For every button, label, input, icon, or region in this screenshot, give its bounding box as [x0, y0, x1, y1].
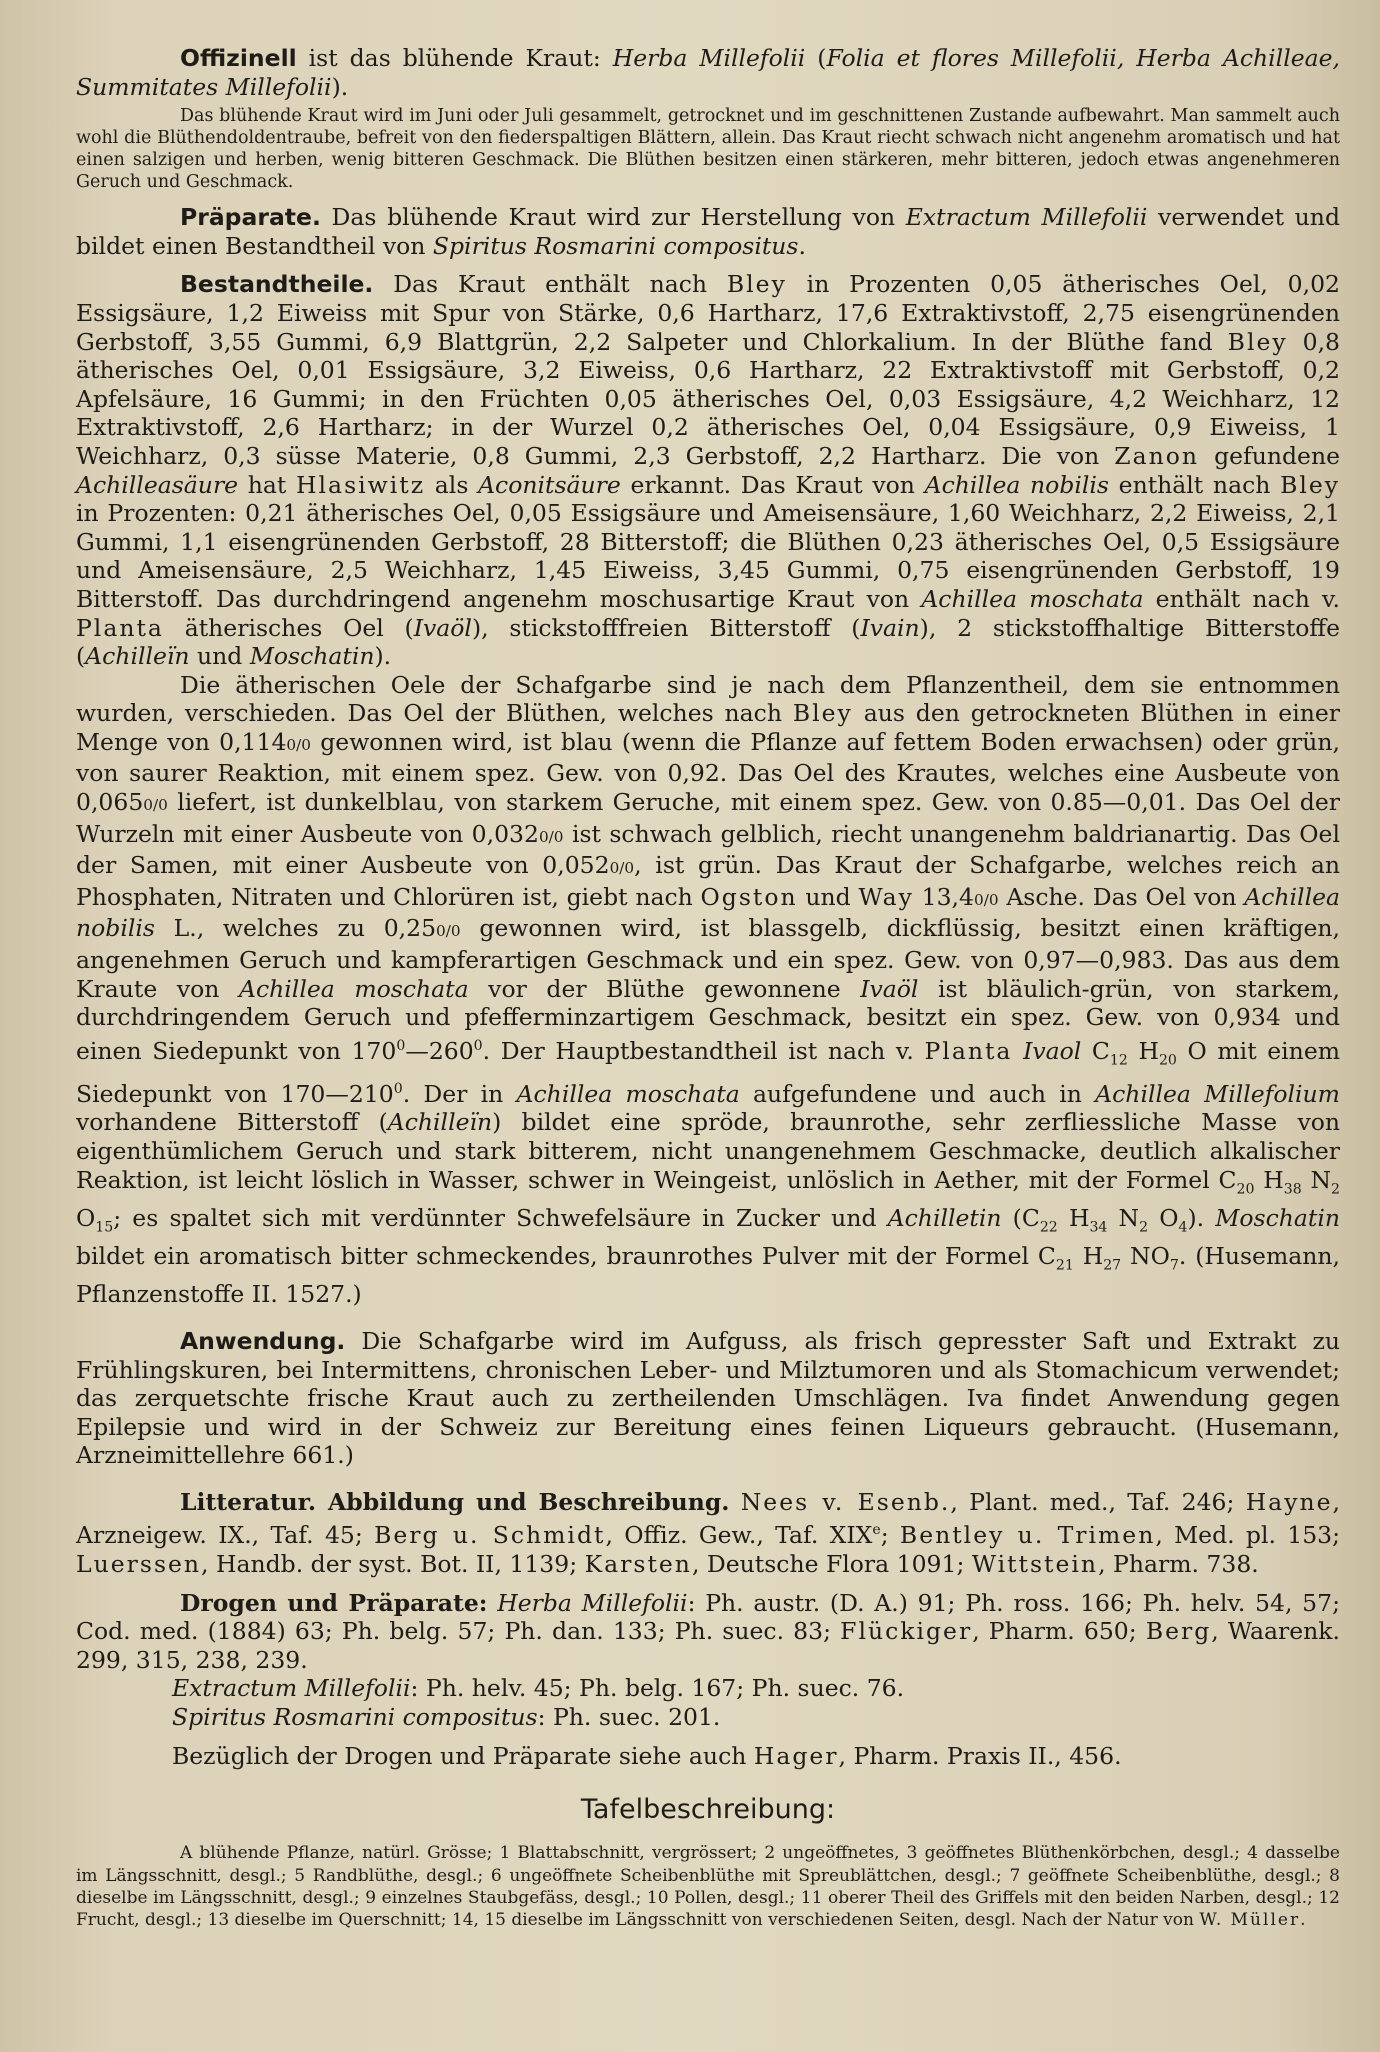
- text-run: enthält nach v.: [1143, 584, 1340, 613]
- spaced-name: Hlasiwitz: [296, 470, 426, 499]
- italic-term: Achillea nobilis: [924, 470, 1109, 499]
- text-run: [487, 1589, 497, 1617]
- offizinell-text: ist das blühende Kraut:: [296, 44, 613, 72]
- bestandtheile-paragraph: [76, 270, 1340, 670]
- text-run: A blühende Pflanze, natürl. Grösse; 1 Blattabschnitt, vergrössert; 2 ungeöffnetes, 3 geöffnetes Blüthenkörbchen, desgl.; 4 dasselbe im Längsschnitt, desgl.; 5 Randblüthe, desgl.; 6 ungeöffnete Scheibenblüthe mit Spreublättchen, desgl.; 7 geöffnete Scheibenblüthe, desgl.; 8 dieselbe im Längsschnitt, desgl.; 9 einzelnes Staubgefäss, desgl.; 10 Pollen, desgl.; 11 oberer Theil des Griffels mit den beiden Narben, desgl.; 12 Frucht, desgl.; 13 dieselbe im Querschnitt; 14, 15 dieselbe im Längsschnitt von verschiedenen Seiten, desgl. Nach der Natur von: [76, 1843, 1340, 1931]
- spaced-name: Way: [858, 882, 914, 911]
- text-run: . Der Hauptbestandtheil ist nach v.: [482, 1036, 925, 1065]
- text-run: in Prozenten 0,05 ätherisches Oel, 0,02 Essigsäure, 1,2 Eiweiss mit Spur von Stärke, 0,6 Hartharz, 17,6 Extraktivstoff, 2,75 eisengrünenden Gerbstoff, 3,55 Gummi, 6,9 Blattgrün, 2,2 Salpeter und Chlorkalium. In der Blüthe fand: [76, 270, 1340, 356]
- text-run: und: [797, 882, 859, 911]
- text-run: in Prozenten: 0,21 ätherisches Oel, 0,05 Essigsäure und Ameisensäure, 1,60 Weichharz, 2,2 Eiweiss, 2,1 Gummi, 1,1 eisengrünenden Gerbstoff, 28 Bitterstoff; die Blüthen 0,23 ätherisches Oel, 0,5 Essigsäure und Ameisensäure, 2,5 Weichharz, 1,45 Eiweiss, 3,45 Gummi, 0,75 eisengrünenden Gerbstoff, 19 Bitterstoff. Das durchdringend angenehm moschusartige Kraut von: [76, 499, 1340, 613]
- praeparate-heading: Präparate.: [180, 203, 321, 232]
- text-run: vor der Blüthe gewonnene: [468, 974, 861, 1003]
- text-run: . Der in: [402, 1079, 517, 1108]
- text-run: aufgefundene und auch in: [739, 1079, 1096, 1108]
- italic-term: Ivain: [860, 613, 920, 642]
- spaced-name: Bley: [792, 699, 853, 728]
- spaced-name: Planta: [924, 1036, 1013, 1065]
- text-run: ; es spaltet sich mit verdünnter Schwefelsäure in Zucker und: [113, 1203, 888, 1232]
- spaced-name: Berg u. Schmidt: [374, 1521, 606, 1550]
- italic-term: Achilletin: [887, 1203, 1002, 1232]
- degree-superscript: e: [872, 1522, 881, 1539]
- drogen-extract-refs: : Ph. helv. 45; Ph. belg. 167; Ph. suec. 76.: [410, 1674, 905, 1703]
- offizinell-text-2: (: [805, 44, 827, 72]
- praeparate-extract-name: Extractum Millefolii: [905, 203, 1148, 232]
- text-run: aus den getrockneten Blüthen in einer Menge von 0,114: [76, 699, 1340, 756]
- text-run: , Pharm. 650;: [972, 1617, 1146, 1646]
- text-run: ist schwach gelblich, riecht unangenehm baldrianartig. Das Oel der Samen, mit einer Ausbeute von 0,052: [76, 819, 1340, 880]
- formula-subscript: 15: [95, 1219, 114, 1236]
- text-run: Die ätherischen Oele der Schafgarbe sind je nach dem Pflanzentheil, dem sie entnommen wurden, verschieden. Das Oel der Blüthen, welches nach: [76, 670, 1340, 728]
- spaced-name: Karsten: [584, 1549, 692, 1578]
- text-run: ätherisches Oel (: [163, 613, 414, 642]
- text-run: NO: [1121, 1242, 1170, 1271]
- text-run: erkannt. Das Kraut von: [620, 470, 925, 499]
- text-run: 13,4: [913, 882, 974, 911]
- percent-sign: 0/0: [286, 735, 311, 754]
- text-run: [729, 1488, 740, 1516]
- percent-sign: 0/0: [973, 890, 999, 909]
- text-run: , ist grün. Das Kraut der Schafgarbe, welches reich an Phosphaten, Nitraten und Chlorüren ist, giebt nach: [76, 851, 1341, 911]
- anwendung-paragraph: [76, 1327, 1340, 1470]
- offizinell-synonyms: Folia et flores Millefolii, Herba Achilleae, Summitates Millefolii: [76, 44, 1341, 101]
- tafelbeschreibung-text: [76, 1842, 1340, 1932]
- text-run: , Deutsche Flora 1091;: [691, 1549, 972, 1578]
- text-run: , Offiz. Gew., Taf. XIX: [605, 1521, 873, 1550]
- hager-reference: [76, 1742, 1340, 1771]
- italic-term: Achilleïn: [85, 642, 190, 671]
- spaced-name: Nees v. Esenb.: [740, 1487, 951, 1516]
- italic-term: Achilleïn: [387, 1108, 493, 1137]
- offizinell-paragraph: [76, 44, 1340, 101]
- spaced-name: Bentley u. Trimen: [899, 1521, 1156, 1550]
- italic-term: Moschatin: [1215, 1203, 1340, 1232]
- degree-superscript: 0: [393, 1080, 403, 1097]
- text-run: [1012, 1037, 1023, 1065]
- text-run: , Pharm. 738.: [1098, 1549, 1259, 1578]
- formula-subscript: 22: [1039, 1219, 1058, 1236]
- spaced-name: Luerssen: [76, 1549, 202, 1578]
- spaced-name: Berg: [1145, 1617, 1212, 1646]
- percent-sign: 0/0: [143, 796, 168, 815]
- text-run: bildet ein aromatisch bitter schmeckendes, braunrothes Pulver mit der Formel C: [76, 1242, 1056, 1271]
- italic-term: Achilleasäure: [76, 470, 239, 499]
- italic-term: Moschatin: [249, 642, 375, 671]
- text-run: ist bläulich-grün, von starkem, durchdringendem Geruch und pfefferminzartigem Geschmack, besitzt ein spez. Gew. von 0,934 und einen Siedepunkt von 170: [76, 974, 1340, 1065]
- spaced-name: Zanon: [1114, 441, 1200, 470]
- spaced-name: Bley: [1280, 470, 1341, 499]
- offizinell-drug-name: Herba Millefolii: [612, 44, 806, 72]
- italic-term: Achillea nobilis: [76, 882, 1340, 943]
- formula-subscript: 38: [1283, 1181, 1302, 1198]
- formula-subscript: 2: [1139, 1219, 1149, 1236]
- formula-subscript: 34: [1089, 1219, 1108, 1236]
- text-run: C: [1081, 1036, 1110, 1065]
- degree-superscript: 0: [473, 1037, 483, 1054]
- text-run: als: [425, 470, 479, 499]
- percent-sign: 0/0: [609, 859, 635, 878]
- drogen-extract-name: Extractum Millefolii: [172, 1674, 411, 1703]
- text-run: , Pharm. Praxis II., 456.: [838, 1741, 1122, 1770]
- text-run: H: [1254, 1165, 1284, 1194]
- formula-subscript: 12: [1109, 1052, 1128, 1069]
- praeparate-paragraph: [76, 203, 1340, 260]
- text-run: H: [1127, 1036, 1159, 1065]
- text-run: , Plant. med., Taf. 246;: [950, 1487, 1246, 1516]
- text-run: , Arzneigew. IX., Taf. 45;: [76, 1487, 1340, 1550]
- italic-term: Ivaöl: [413, 613, 472, 642]
- text-run: gewonnen wird, ist blau (wenn die Pflanze auf fettem Boden erwachsen) oder grün, von saurer Reaktion, mit einem spez. Gew. von 0,92. Das Oel des Krautes, welches eine Ausbeute von 0,065: [76, 727, 1340, 817]
- praeparate-text: Das blühende Kraut wird zur Herstellung von: [320, 203, 906, 232]
- anwendung-heading: Anwendung.: [180, 1326, 346, 1355]
- text-run: ) bildet eine spröde, braunrothe, sehr zerfliessliche Masse von eigenthümlichem Geruch und stark bitterem, nicht unangenehmem Geschmacke, deutlich alkalischer Reaktion, ist leicht löslich in Wasser, schwer in Weingeist, unlöslich in Aether, mit der Formel C: [76, 1108, 1340, 1194]
- text-run: N: [1107, 1203, 1140, 1232]
- text-run: L., welches zu 0,25: [154, 914, 437, 943]
- degree-superscript: 0: [396, 1037, 406, 1054]
- drogen-spiritus-line: [76, 1703, 1340, 1732]
- spaced-name: Planta: [76, 613, 164, 642]
- percent-sign: 0/0: [436, 922, 461, 941]
- text-run: gefundene: [1199, 441, 1340, 470]
- text-run: ).: [1187, 1203, 1216, 1232]
- text-run: O: [1148, 1203, 1179, 1232]
- formula-subscript: 2: [1331, 1181, 1340, 1198]
- spaced-name: Bley: [1227, 327, 1288, 356]
- text-run: .: [1300, 1910, 1306, 1931]
- text-run: O: [76, 1203, 96, 1232]
- bestandtheile-text: [76, 270, 1340, 670]
- percent-sign: 0/0: [538, 827, 564, 846]
- spaced-name: Hager: [753, 1741, 839, 1770]
- text-run: Asche. Das Oel von: [998, 882, 1245, 911]
- drogen-heading: Drogen und Präparate:: [180, 1588, 488, 1617]
- praeparate-spiritus-name: Spiritus Rosmarini compositus: [432, 231, 799, 260]
- text-run: H: [1057, 1203, 1090, 1232]
- text-run: 0,8 ätherisches Oel, 0,01 Essigsäure, 3,2 Eiweiss, 0,6 Hartharz, 22 Extraktivstoff mit Gerbstoff, 0,2 Apfelsäure, 16 Gummi; in den Früchten 0,05 ätherisches Oel, 0,03 Essigsäure, 4,2 Weichharz, 12 Extraktivstoff, 2,6 Hartharz; in der Wurzel 0,2 ätherisches Oel, 0,04 Essigsäure, 0,9 Eiweiss, 1 Weichharz, 0,3 süsse Materie, 0,8 Gummi, 2,3 Gerbstoff, 2,2 Hartharz. Die von: [76, 327, 1341, 470]
- text-run: Das Kraut enthält nach: [373, 270, 727, 299]
- italic-term: Achillea moschata: [516, 1079, 740, 1108]
- formula-subscript: 4: [1178, 1219, 1188, 1236]
- formula-subscript: 27: [1103, 1257, 1122, 1274]
- text-run: (C: [1001, 1203, 1040, 1232]
- aetherische-oele-paragraph: [76, 671, 1340, 1309]
- litteratur-heading: Litteratur. Abbildung und Beschreibung.: [180, 1487, 730, 1516]
- text-run: , Handb. der syst. Bot. II, 1139;: [201, 1549, 585, 1578]
- text-run: ), stickstofffreien Bitterstoff (: [471, 613, 861, 642]
- text-run: : Ph. austr. (D. A.) 91; Ph. ross. 166; Ph. helv. 54, 57; Cod. med. (1884) 63; Ph. belg. 57; Ph. dan. 133; Ph. suec. 83;: [76, 1588, 1340, 1646]
- text-run: , Waarenk. 299, 315, 238, 239.: [76, 1617, 1341, 1674]
- praeparate-text-2: verwendet und bildet einen Bestandtheil von: [76, 203, 1340, 260]
- italic-term: Herba Millefolii: [497, 1588, 688, 1617]
- text-run: gewonnen wird, ist blassgelb, dickflüssig, besitzt einen kräftigen, angenehmen Geruch und kampferartigen Geschmack und ein spez. Gew. von 0,97—0,983. Das aus dem Kraute von: [76, 914, 1340, 1003]
- litteratur-paragraph: [76, 1488, 1340, 1579]
- drogen-paragraph: [76, 1589, 1340, 1675]
- formula-subscript: 20: [1158, 1052, 1177, 1069]
- italic-term: Aconitsäure: [478, 470, 621, 499]
- formula-subscript: 20: [1236, 1181, 1255, 1198]
- spaced-name: Hayne: [1245, 1487, 1333, 1516]
- spaced-name: Wittstein: [971, 1549, 1099, 1578]
- tafelbeschreibung-heading: Tafelbeschreibung:: [580, 1794, 836, 1826]
- drogen-spiritus-refs: : Ph. suec. 201.: [537, 1702, 721, 1731]
- drogen-extract-line: [76, 1674, 1340, 1703]
- text-run: ;: [880, 1521, 900, 1550]
- offizinell-note: Das blühende Kraut wird im Juni oder Juli gesammelt, getrocknet und im geschnittenen Zustande aufbewahrt. Man sammelt auch wohl die Blüthendoldentraube, befreit von den fiederspaltigen Blättern, allein. Das Kraut riecht schwach nicht angenehm aromatisch und hat einen salzigen und herben, wenig bitteren Geschmack. Die Blüthen besitzen einen stärkeren, mehr bitteren, jedoch etwas angenehmeren Geruch und Geschmack.: [76, 106, 1340, 193]
- text-run: ).: [374, 642, 392, 671]
- text-run: H: [1073, 1242, 1104, 1271]
- italic-term: Ivaöl: [860, 974, 919, 1003]
- formula-subscript: 7: [1169, 1257, 1179, 1274]
- text-run: O mit einem Siedepunkt von 170—210: [76, 1036, 1341, 1108]
- italic-term: Achillea moschata: [921, 584, 1144, 613]
- text-run: , Med. pl. 153;: [1155, 1521, 1341, 1550]
- spaced-name: Ogston: [700, 882, 798, 911]
- anwendung-text: Die Schafgarbe wird im Aufguss, als frisch gepresster Saft und Extrakt zu Frühlingskuren, bei Intermittens, chronischen Leber- und Milztumoren und als Stomachicum verwendet; das zerquetschte frische Kraut auch zu zertheilenden Umschlägen. Iva findet Anwendung gegen Epilepsie und wird in der Schweiz zur Bereitung eines feinen Liqueurs gebraucht. (Husemann, Arzneimittellehre 661.): [76, 1326, 1340, 1470]
- praeparate-text-3: .: [798, 231, 806, 260]
- spaced-name: Bley: [726, 270, 787, 299]
- text-run: hat: [238, 470, 297, 499]
- text-run: enthält nach: [1108, 470, 1281, 499]
- text-run: vorhandene Bitterstoff (: [76, 1108, 388, 1137]
- italic-term: Achillea Millefolium: [1095, 1079, 1340, 1108]
- text-run: N: [1301, 1165, 1332, 1194]
- text-run: und: [189, 642, 250, 671]
- formula-subscript: 21: [1055, 1257, 1074, 1274]
- spaced-name: W. Müller: [1199, 1910, 1301, 1931]
- text-run: . (Husemann, Pflanzenstoffe II. 1527.): [76, 1242, 1340, 1309]
- drogen-spiritus-name: Spiritus Rosmarini compositus: [172, 1702, 538, 1731]
- italic-term: Achillea moschata: [239, 974, 469, 1003]
- spaced-name: Flückiger: [840, 1617, 973, 1646]
- offizinell-text-3: ).: [331, 72, 349, 101]
- text-run: Bezüglich der Drogen und Präparate siehe auch: [172, 1741, 754, 1770]
- text-run: —260: [405, 1036, 474, 1065]
- text-run: liefert, ist dunkelblau, von starkem Geruche, mit einem spez. Gew. von 0.85—0,01. Das Oel der Wurzeln mit einer Ausbeute von 0,032: [76, 788, 1340, 848]
- italic-term: Ivaol: [1023, 1036, 1082, 1065]
- offizinell-heading: Offizinell: [180, 44, 297, 72]
- text-run: ), 2 stickstoffhaltige Bitterstoffe (: [76, 613, 1341, 671]
- bestandtheile-heading: Bestandtheile.: [180, 270, 374, 299]
